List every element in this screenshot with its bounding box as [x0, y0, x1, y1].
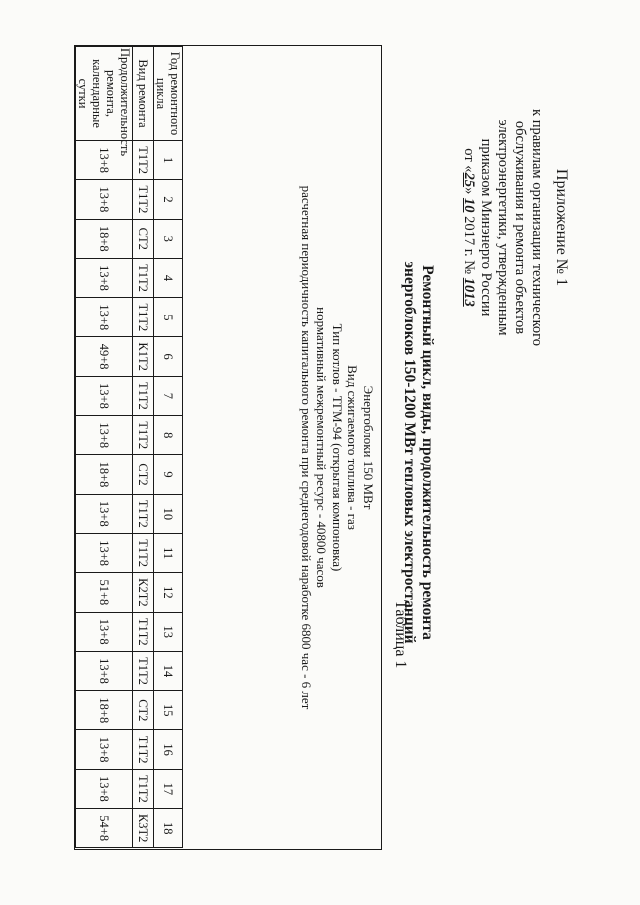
cycle-year-cell: 18	[154, 809, 183, 848]
repair-type-cell: К1Т2	[133, 337, 154, 376]
duration-cell: 13+8	[76, 298, 133, 337]
document-heading	[400, 0, 436, 905]
table-row	[76, 47, 133, 848]
date-year: 2017 г. №	[461, 212, 477, 278]
repair-type-cell: Т1Т2	[133, 533, 154, 572]
repair-type-cell: Т1Т2	[133, 258, 154, 297]
cycle-year-cell: 3	[154, 219, 183, 258]
cycle-year-cell: 10	[154, 494, 183, 533]
duration-cell: 18+8	[76, 219, 133, 258]
row-header-year: Год ремонтного цикла	[154, 47, 183, 141]
cycle-year-cell: 9	[154, 455, 183, 494]
duration-cell: 13+8	[76, 651, 133, 690]
duration-cell: 49+8	[76, 337, 133, 376]
duration-cell: 13+8	[76, 258, 133, 297]
handwritten-order-number: 1013	[461, 277, 477, 307]
repair-type-cell: Т1Т2	[133, 376, 154, 415]
cycle-year-cell: 7	[154, 376, 183, 415]
repair-type-cell: Т1Т2	[133, 494, 154, 533]
appendix-title: Приложение № 1	[553, 168, 570, 287]
description-line: расчетная периодичность капитального ремонта при среднегодовой наработке 6800 час - 6 лет	[299, 185, 314, 710]
cycle-year-cell: 6	[154, 337, 183, 376]
row-header-duration: Продолжительность ремонта, календарные сутки	[76, 48, 132, 157]
repair-cycle-table	[75, 46, 183, 848]
cycle-year-cell: 11	[154, 533, 183, 572]
heading-line-2: энергоблоков 150-1200 МВт тепловых электростанций	[401, 261, 418, 644]
description-line: Тип котлов - ТГМ-94 (открытая компоновка)	[330, 323, 345, 572]
date-prefix: от «	[461, 148, 477, 173]
repair-type-cell: Т1Т2	[133, 416, 154, 455]
duration-cell: 13+8	[76, 494, 133, 533]
cycle-year-cell: 1	[154, 141, 183, 180]
appendix-line: электроэнергетики, утвержденным	[495, 119, 511, 336]
duration-cell: 13+8	[76, 180, 133, 219]
table-row	[154, 47, 183, 848]
date-mid: »	[461, 187, 477, 198]
repair-type-cell: СТ2	[133, 691, 154, 730]
appendix-block	[460, 95, 570, 360]
row-header-type: Вид ремонта	[133, 47, 154, 141]
unit-description	[299, 46, 377, 849]
duration-cell: 13+8	[76, 769, 133, 808]
repair-type-cell: К3Т2	[133, 809, 154, 848]
appendix-line: приказом Минэнерго России	[478, 138, 494, 317]
appendix-line: к правилам организации технического	[529, 109, 545, 346]
duration-cell: 13+8	[76, 730, 133, 769]
appendix-date-line	[460, 95, 477, 360]
cycle-year-cell: 5	[154, 298, 183, 337]
duration-cell: 18+8	[76, 691, 133, 730]
cycle-year-cell: 12	[154, 573, 183, 612]
description-line: Энергоблоки 150 МВт	[361, 385, 376, 510]
handwritten-month: 10	[461, 197, 477, 213]
heading-line-1: Ремонтный цикл, виды, продолжительность ремонта	[419, 265, 436, 640]
repair-type-cell: Т1Т2	[133, 612, 154, 651]
duration-cell: 51+8	[76, 573, 133, 612]
cycle-year-cell: 15	[154, 691, 183, 730]
cycle-year-cell: 13	[154, 612, 183, 651]
description-line: Вид сжигаемого топлива - газ	[345, 365, 361, 530]
duration-cell: 54+8	[76, 809, 133, 848]
duration-cell: 13+8	[76, 141, 133, 180]
duration-cell: 13+8	[76, 612, 133, 651]
repair-type-cell: Т1Т2	[133, 730, 154, 769]
table-row	[133, 47, 154, 848]
duration-cell: 13+8	[76, 376, 133, 415]
cycle-year-cell: 4	[154, 258, 183, 297]
description-line: нормативный межремонтный ресурс - 40800 часов	[314, 307, 330, 588]
cycle-year-cell: 16	[154, 730, 183, 769]
repair-type-cell: СТ2	[133, 455, 154, 494]
cycle-year-cell: 8	[154, 416, 183, 455]
repair-type-cell: Т1Т2	[133, 298, 154, 337]
table-label: Таблица 1	[392, 600, 409, 669]
repair-type-cell: Т1Т2	[133, 651, 154, 690]
cycle-year-cell: 2	[154, 180, 183, 219]
repair-type-cell: СТ2	[133, 219, 154, 258]
duration-cell: 13+8	[76, 533, 133, 572]
table-frame	[74, 45, 382, 850]
duration-cell: 13+8	[76, 416, 133, 455]
duration-cell: 18+8	[76, 455, 133, 494]
repair-type-cell: Т1Т2	[133, 769, 154, 808]
cycle-year-cell: 17	[154, 769, 183, 808]
repair-type-cell: Т1Т2	[133, 180, 154, 219]
handwritten-day: 25	[461, 172, 477, 188]
repair-type-cell: Т1Т2	[133, 141, 154, 180]
cycle-year-cell: 14	[154, 651, 183, 690]
appendix-line: обслуживания и ремонта объектов	[512, 120, 528, 335]
repair-type-cell: К2Т2	[133, 573, 154, 612]
